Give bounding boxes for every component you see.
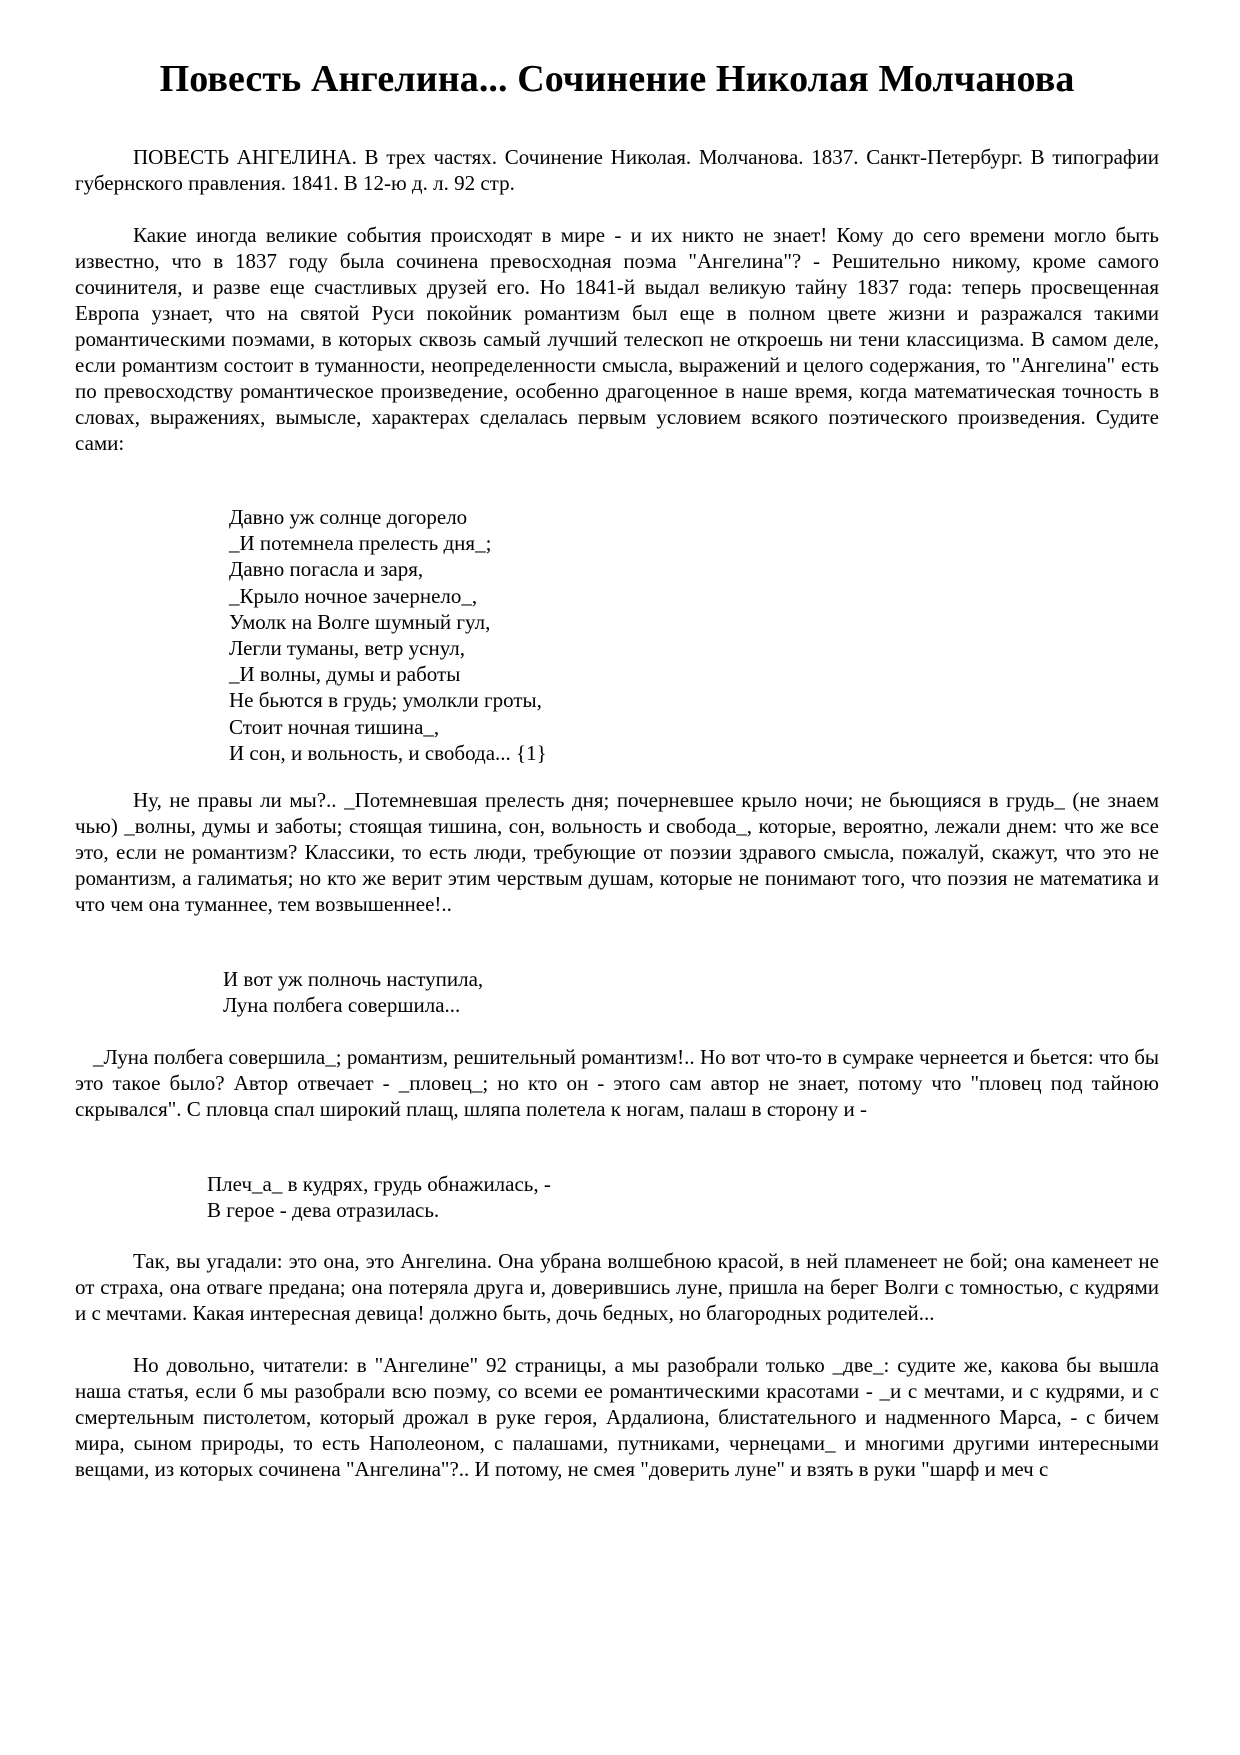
verse-line: _И волны, думы и работы [229, 662, 461, 687]
verse-line: _Крыло ночное зачернело_, [229, 583, 478, 608]
verse-line: Давно погасла и заря, [229, 557, 424, 582]
verse-line: Луна полбега совершила... [223, 993, 461, 1018]
paragraph-intro: Какие иногда великие события происходят в мире - и их никто не знает! Кому до сего времени могло быть известно, что в 1837 году была сочинена превосходная поэма "Ангелина"? - Решительно никому, кроме самого сочинителя, и разве еще счастливых друзей его. Но 1841-й выдал великую тайну 1837 года: теперь просвещенная Европа узнает, что на святой Руси покойник романтизм был еще в полном цвете жизни и разражался такими романтическими поэмами, в которых сквозь самый лучший телескоп не откроешь ни тени классицизма. В самом деле, если романтизм состоит в туманности, неопределенности смысла, выражений и целого содержания, то "Ангелина" есть по превосходству романтическое произведение, особенно драгоценное в наше время, когда математическая точность в словах, выражениях, вымысле, характерах сделалась первым условием всякого поэтического произведения. Судите сами: [75, 223, 1159, 455]
verse-line: Стоит ночная тишина_, [229, 714, 440, 739]
verse-quote-1 [229, 504, 547, 766]
verse-quote-2 [223, 966, 483, 1018]
verse-line: Умолк на Волге шумный гул, [229, 609, 491, 634]
document-title: Повесть Ангелина... Сочинение Николая Молчанова [159, 58, 1075, 100]
verse-line: И вот уж полночь наступила, [223, 967, 484, 991]
verse-line: Легли туманы, ветр уснул, [229, 636, 466, 661]
verse-line: Не бьются в грудь; умолкли гроты, [229, 688, 542, 713]
verse-quote-3 [207, 1171, 551, 1223]
paragraph-commentary-2: _Луна полбега совершила_; романтизм, решительный романтизм!.. Но вот что-то в сумраке чернеется и бьется: что бы это такое было? Автор отвечает - _пловец_; но кто он - этого сам автор не знает, потому что "пловец под тайною скрывался". С пловца спал широкий плащ, шляпа полетела к ногам, палаш в сторону и - [75, 1045, 1159, 1121]
paragraph-conclusion: Но довольно, читатели: в "Ангелине" 92 страницы, а мы разобрали только _две_: судите же, какова бы вышла наша статья, если б мы разобрали всю поэму, со всеми ее романтическими красотами - _и с мечтами, и с кудрями, и с смертельным пистолетом, который дрожал в руке героя, Ардалиона, блистательного и надменного Марса, - с бичем мира, сыном природы, то есть Наполеоном, с палашами, путниками, чернецами_ и многими другими интересными вещами, из которых сочинена "Ангелина"?.. И потому, не смея "доверить луне" и взять в руки "шарф и меч с [75, 1353, 1159, 1481]
paragraph-commentary-1: Ну, не правы ли мы?.. _Потемневшая прелесть дня; почерневшее крыло ночи; не бьющияся в грудь_ (не знаем чью) _волны, думы и заботы; стоящая тишина, сон, вольность и свобода_, которые, вероятно, лежали днем: что же все это, если не романтизм? Классики, то есть люди, требующие от поэзии здравого смысла, пожалуй, скажут, что это не романтизм, а галиматья; но кто же верит этим черствым душам, которые не понимают того, что поэзия не математика и что чем она туманнее, тем возвышеннее!.. [75, 788, 1159, 916]
verse-line: Плеч_а_ в кудрях, грудь обнажилась, - [207, 1172, 551, 1196]
paragraph-commentary-3: Так, вы угадали: это она, это Ангелина. Она убрана волшебною красой, в ней пламенеет не бой; она каменеет не от страха, она отваге предана; она потеряла друга и, доверившись луне, пришла на берег Волги с томностью, с кудрями и с мечтами. Какая интересная девица! должно быть, дочь бедных, но благородных родителей... [75, 1249, 1159, 1325]
verse-line: _И потемнела прелесть дня_; [229, 531, 492, 556]
verse-line: В герое - дева отразилась. [207, 1198, 440, 1223]
verse-line: И сон, и вольность, и свобода... {1} [229, 740, 547, 765]
paragraph-bibliographic-entry: ПОВЕСТЬ АНГЕЛИНА. В трех частях. Сочинение Николая. Молчанова. 1837. Санкт-Петербург. В типографии губернского правления. 1841. В 12-ю д. л. 92 стр. [75, 145, 1159, 195]
verse-line: Давно уж солнце догорело [229, 505, 468, 529]
